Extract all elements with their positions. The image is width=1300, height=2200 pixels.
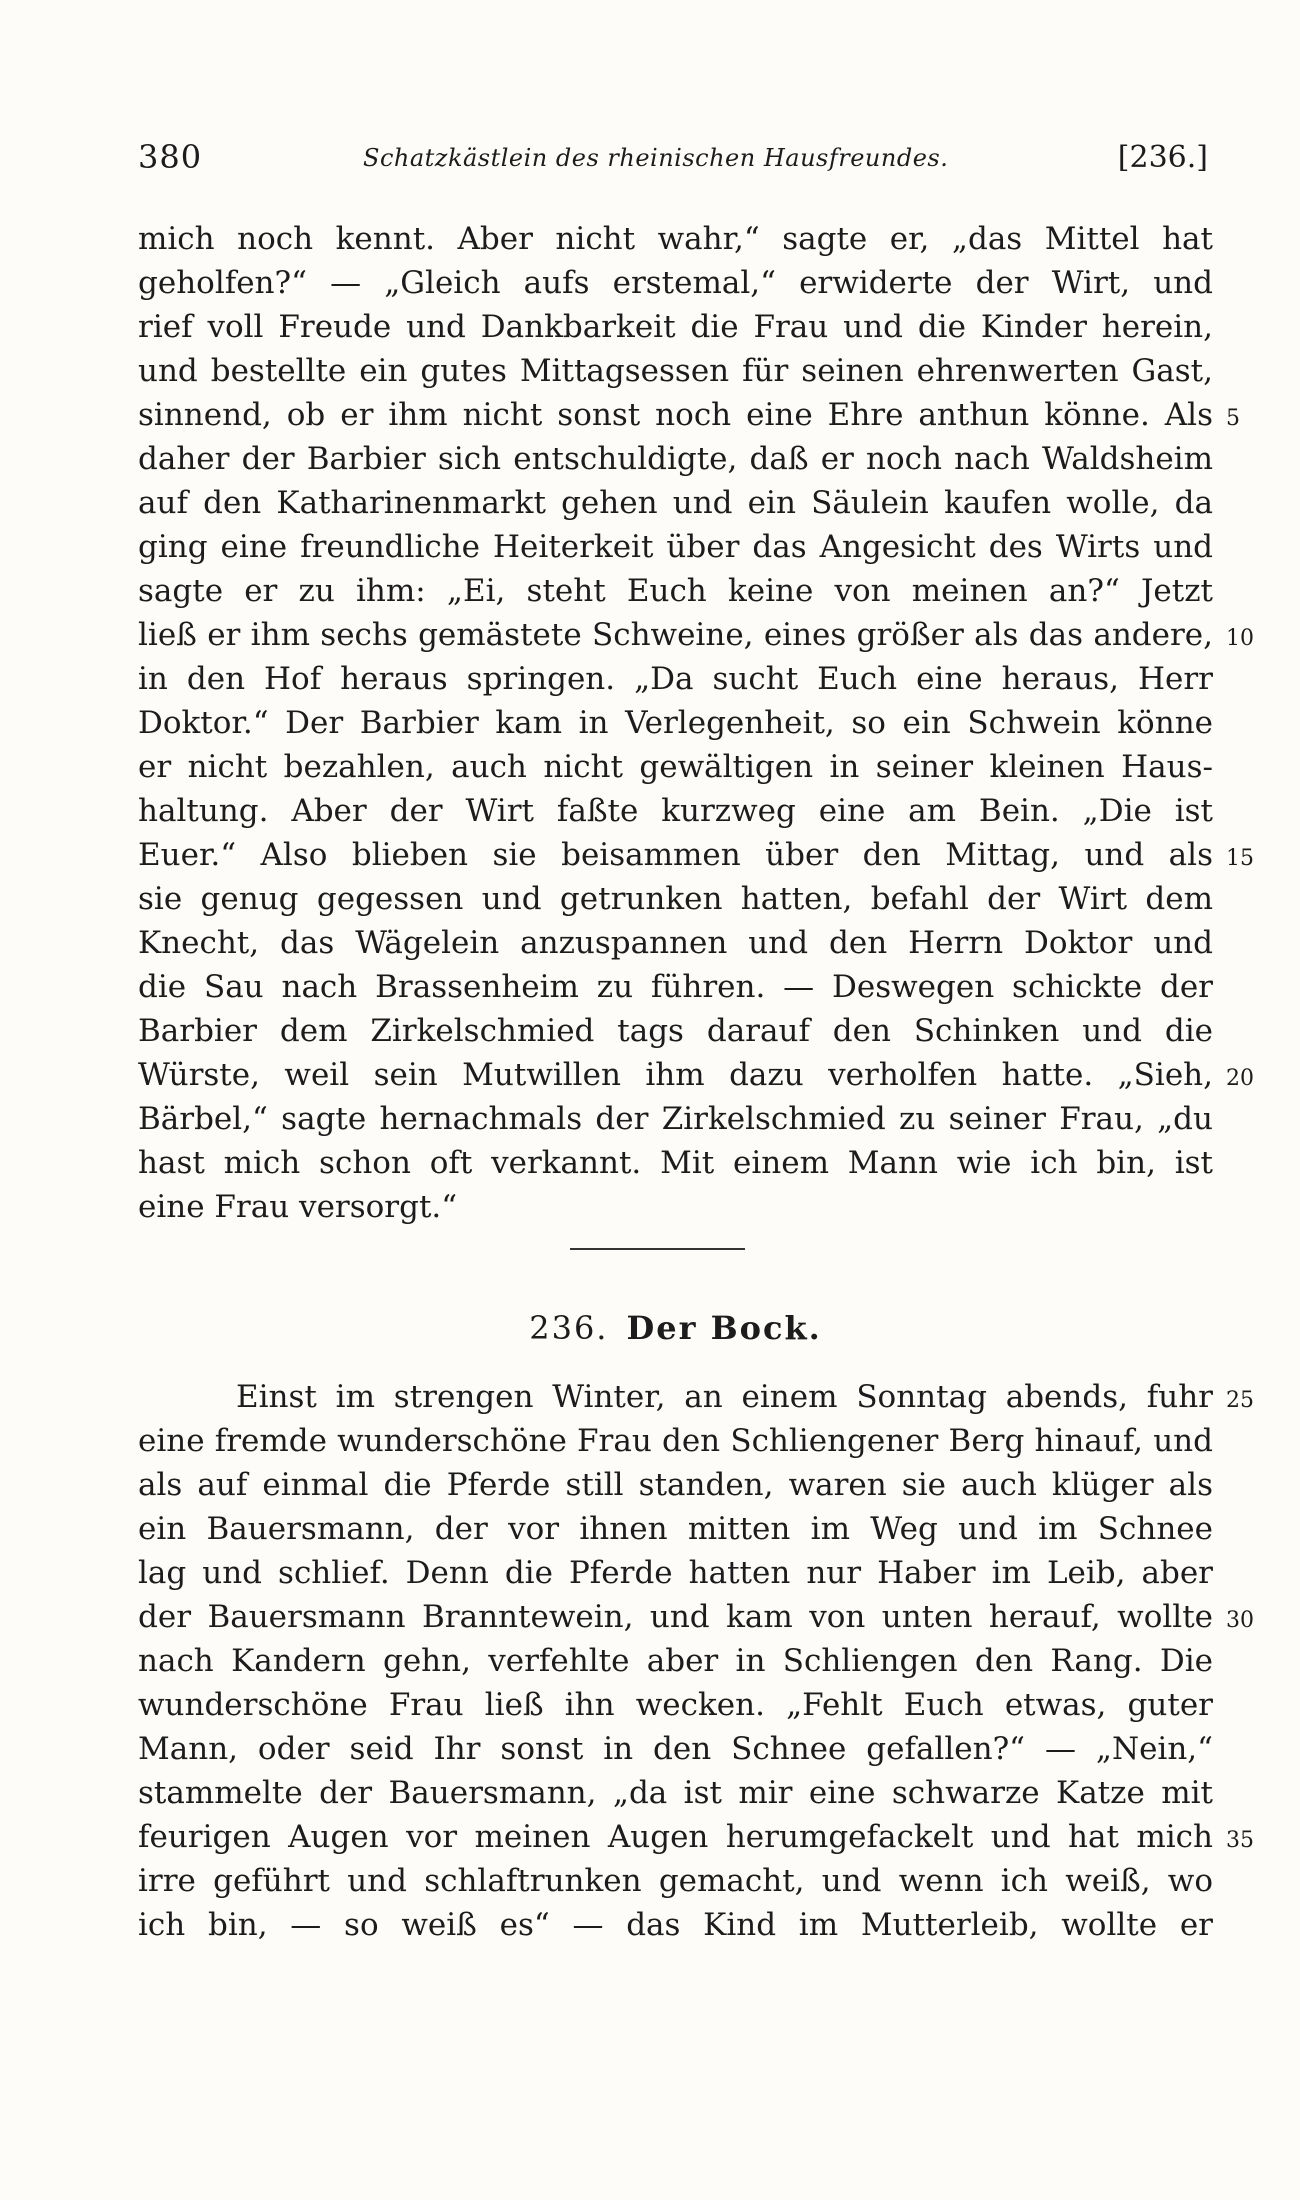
text-line: sinnend, ob er ihm nicht sonst noch eine Ehre anthun könne. Als [138,397,1213,433]
line-number: 5 [1226,406,1240,431]
section-heading [138,1305,1213,1351]
text-line: sagte er zu ihm: „Ei, steht Euch keine von meinen an?“ Jetzt [138,573,1213,609]
text-line: in den Hof heraus springen. „Da sucht Euch eine heraus, Herr [138,661,1213,697]
running-title: Schatzkästlein des rheinischen Hausfreundes. [363,144,949,172]
text-line: Euer.“ Also blieben sie beisammen über den Mittag, und als [138,837,1213,873]
line-number: 10 [1226,626,1254,651]
text-line: wunderschöne Frau ließ ihn wecken. „Fehlt Euch etwas, guter [138,1687,1213,1723]
text-line: ging eine freundliche Heiterkeit über das Angesicht des Wirts und [138,529,1213,565]
section-reference: [236.] [1117,140,1208,175]
text-line: Einst im strengen Winter, an einem Sonntag abends, fuhr [236,1379,1213,1415]
text-line: nach Kandern gehn, verfehlte aber in Schliengen den Rang. Die [138,1643,1213,1679]
line-number: 30 [1226,1608,1254,1633]
text-line: die Sau nach Brassenheim zu führen. — Deswegen schickte der [138,969,1213,1005]
text-line: geholfen?“ — „Gleich aufs erstemal,“ erwiderte der Wirt, und [138,265,1213,301]
text-line: daher der Barbier sich entschuldigte, daß er noch nach Waldsheim [138,441,1213,477]
text-line: Doktor.“ Der Barbier kam in Verlegenheit, so ein Schwein könne [138,705,1213,741]
text-line: ich bin, — so weiß es“ — das Kind im Mutterleib, wollte er [138,1907,1213,1943]
text-line: Bärbel,“ sagte hernachmals der Zirkelschmied zu seiner Frau, „du [138,1101,1213,1137]
text-line: Würste, weil sein Mutwillen ihm dazu verholfen hatte. „Sieh, [138,1057,1213,1093]
page-number: 380 [138,138,203,176]
line-number: 15 [1226,846,1254,871]
section-number: 236. [529,1309,609,1347]
running-head [138,138,1208,188]
text-line: Knecht, das Wägelein anzuspannen und den Herrn Doktor und [138,925,1213,961]
text-line: irre geführt und schlaftrunken gemacht, und wenn ich weiß, wo [138,1863,1213,1899]
text-line: als auf einmal die Pferde still standen, waren sie auch klüger als [138,1467,1213,1503]
text-line: stammelte der Bauersmann, „da ist mir eine schwarze Katze mit [138,1775,1213,1811]
text-line: eine Frau versorgt.“ [138,1189,458,1225]
line-number: 20 [1226,1066,1254,1091]
text-line: sie genug gegessen und getrunken hatten, befahl der Wirt dem [138,881,1213,917]
text-line: rief voll Freude und Dankbarkeit die Frau und die Kinder herein, [138,309,1213,345]
line-number: 35 [1226,1828,1254,1853]
text-line: feurigen Augen vor meinen Augen herumgefackelt und hat mich [138,1819,1213,1855]
text-line: mich noch kennt. Aber nicht wahr,“ sagte er, „das Mittel hat [138,221,1213,257]
line-number: 25 [1226,1388,1254,1413]
text-line: haltung. Aber der Wirt faßte kurzweg eine am Bein. „Die ist [138,793,1213,829]
text-line: und bestellte ein gutes Mittagsessen für seinen ehrenwerten Gast, [138,353,1213,389]
text-line: lag und schlief. Denn die Pferde hatten nur Haber im Leib, aber [138,1555,1213,1591]
text-line: auf den Katharinenmarkt gehen und ein Säulein kaufen wolle, da [138,485,1213,521]
text-line: ließ er ihm sechs gemästete Schweine, eines größer als das andere, [138,617,1213,653]
section-divider [570,1248,745,1250]
text-line: er nicht bezahlen, auch nicht gewältigen in seiner kleinen Haus- [138,749,1213,785]
section-title: Der Bock. [626,1309,822,1347]
text-line: Mann, oder seid Ihr sonst in den Schnee gefallen?“ — „Nein,“ [138,1731,1213,1767]
text-line: Barbier dem Zirkelschmied tags darauf den Schinken und die [138,1013,1213,1049]
text-line: hast mich schon oft verkannt. Mit einem Mann wie ich bin, ist [138,1145,1213,1181]
text-line: eine fremde wunderschöne Frau den Schliengener Berg hinauf, und [138,1423,1213,1459]
text-line: der Bauersmann Branntewein, und kam von unten herauf, wollte [138,1599,1213,1635]
text-line: ein Bauersmann, der vor ihnen mitten im Weg und im Schnee [138,1511,1213,1547]
